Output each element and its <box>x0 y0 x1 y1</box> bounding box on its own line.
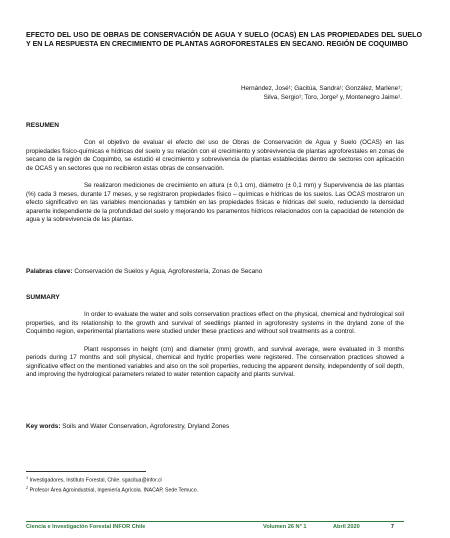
summary-paragraph-2: Plant responses in height (cm) and diameter (mm) growth, and survival average, were evaluated in 3 months periods during 17 months and soil physical, chemical and hydric properties were registered. The conservation practices showed a significative effect on the mentioned variables and also on the soil properties, reducing the apparent density, independently of soil depth, and improving the hydrological parameters related to water retention capacity and plants survival. <box>26 345 404 378</box>
palabras-clave <box>26 268 406 277</box>
palabras-clave-text: Conservación de Suelos y Agua, Agroforestería, Zonas de Secano <box>72 268 263 275</box>
footnote-2 <box>26 485 406 495</box>
summary-body <box>26 311 404 380</box>
footnotes <box>26 475 406 495</box>
key-words-label: Key words: <box>26 423 61 430</box>
footer-date: Abril 2020 <box>333 524 360 530</box>
footer-journal: Ciencia e Investigación Forestal INFOR Chile <box>26 524 146 530</box>
author-line-1: Hernández, José¹; Gacitúa, Sandra¹; González, Marlene¹; <box>241 85 402 92</box>
footnote-1-text: Investigadores, Instituto Forestal, Chile. sgacitua@infor.cl <box>28 477 162 484</box>
author-line-2: Silva, Sergio¹; Toro, Jorge² y, Montenegro Jaime¹. <box>263 94 402 102</box>
footnote-1-mark: 1 <box>26 476 29 480</box>
footer-page-number: 7 <box>390 524 394 530</box>
footer-divider <box>26 521 404 522</box>
author-list <box>142 84 402 103</box>
summary-paragraph-1: In order to evaluate the water and soils conservation practices effect on the physical, chemical and hydrological soil properties, and its relationship to the growth and survival of seedlings planted in agroforestry systems in the dryland zone of the Coquimbo region, experimental plantations were studied under these practices and without soil treatments as a control. <box>26 311 404 335</box>
palabras-clave-label: Palabras clave: <box>26 268 73 275</box>
resumen-heading: RESUMEN <box>26 122 59 129</box>
resumen-paragraph-2: Se realizaron mediciones de crecimiento en altura (± 0,1 cm), diámetro (± 0,1 mm) y Supervivencia de las plantas (%) cada 3 meses, durante 17 meses, y se registraron propiedades físico – químicas e hídricas de los suelos. Las OCAS mostraron un efecto significativo en las variables mencionadas y también en las propiedades físicas e hídricas del suelo, reduciendo la densidad aparente independiente de la profundidad del suelo y mejorando los paramentos hídricos relacionados con la capacidad de retención de agua y la sobrevivencia de las plantas. <box>26 182 404 223</box>
paper-title: EFECTO DEL USO DE OBRAS DE CONSERVACIÓN DE AGUA Y SUELO (OCAS) EN LAS PROPIEDADES DEL SUELO Y EN LA RESPUESTA EN CRECIMIENTO DE PLANTAS AGROFORESTALES EN SECANO. REGIÓN DE COQUIMBO <box>26 31 422 48</box>
resumen-body <box>26 139 404 225</box>
footnote-2-text: Profesor Área Agroindustrial, Ingeniería Agrícola. INACAP, Sede Temuco. <box>28 487 199 494</box>
summary-heading: SUMMARY <box>26 294 60 301</box>
footnote-1 <box>26 475 406 485</box>
key-words <box>26 423 406 432</box>
footer-volume: Volumen 26 N° 1 <box>263 524 307 530</box>
footnote-2-mark: 2 <box>26 485 29 490</box>
footnote-divider <box>26 471 146 472</box>
key-words-text: Soils and Water Conservation, Agroforestry, Dryland Zones <box>60 423 230 430</box>
resumen-paragraph-1: Con el objetivo de evaluar el efecto del uso de Obras de Conservación de Agua y Suelo (OCAS) en las propiedades físico-químicas e hídricas del suelo y su relación con el crecimiento y sobrevivencia de plantas agroforestales en zonas de secano de la región de Coquimbo, se estudió el crecimiento y sobrevivencia de plantas establecidas dentro de sectores con aplicación de OCAS y en sectores que no recibieron estas obras de conservación. <box>26 139 404 172</box>
